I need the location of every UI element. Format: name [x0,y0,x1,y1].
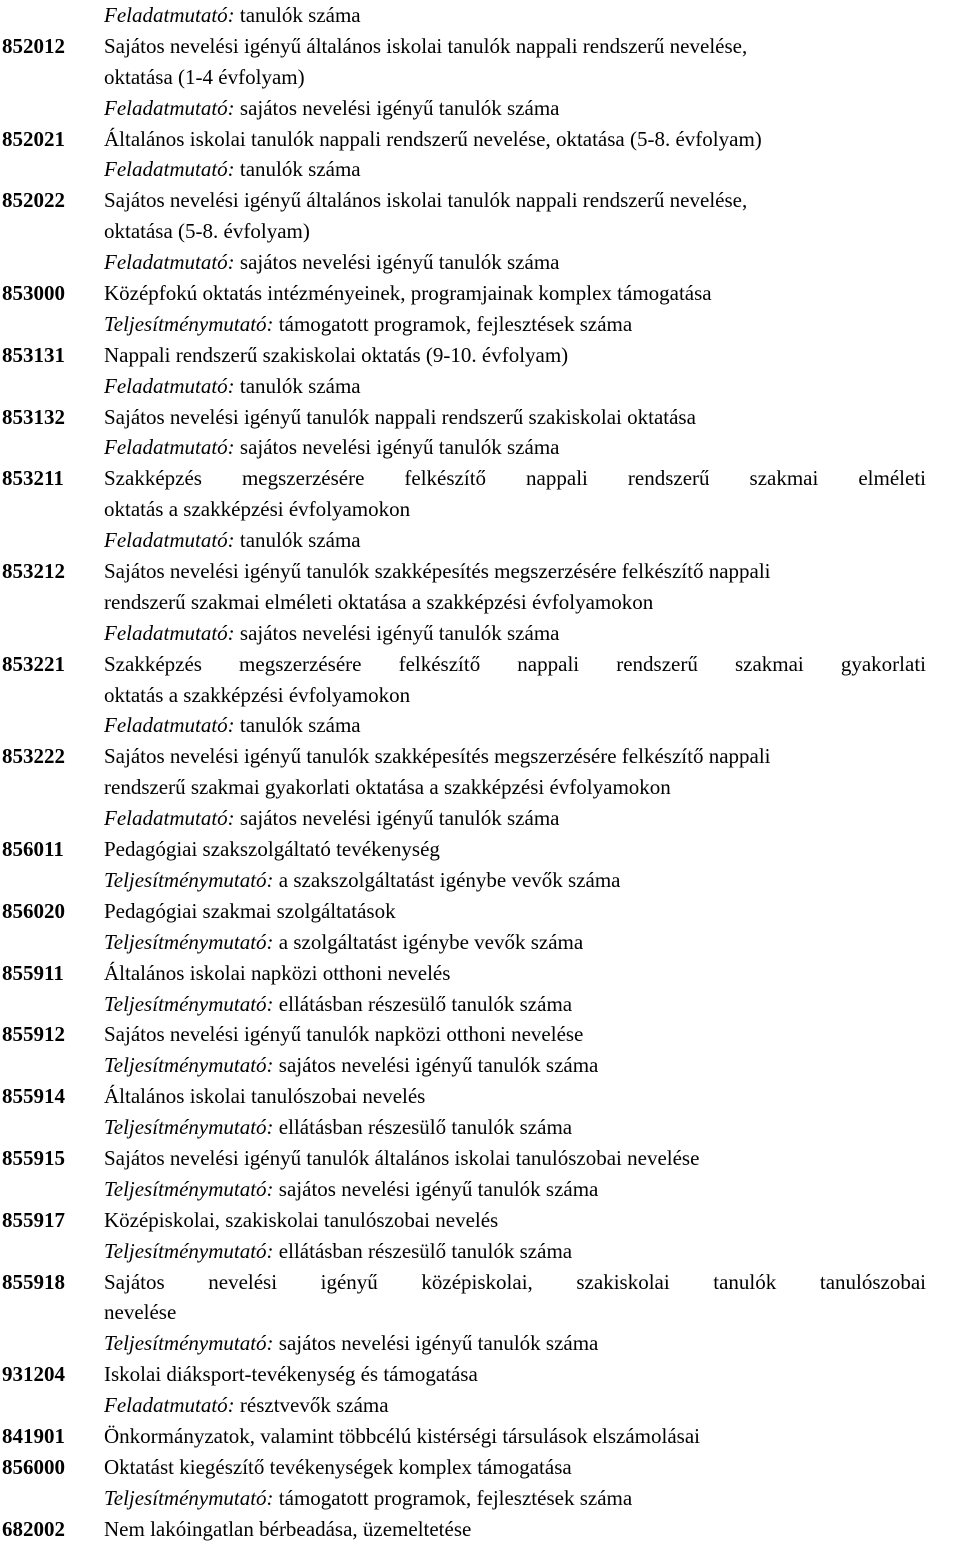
activity-description: Sajátos nevelési igényű tanulók szakképesítés megszerzésére felkészítő nappali [104,559,771,584]
indicator-value: ellátásban részesülő tanulók száma [278,1238,573,1263]
indicator-value: sajátos nevelési igényű tanulók száma [278,1053,599,1078]
indicator [104,989,572,1020]
indicator-label: Teljesítménymutató: [104,1176,274,1201]
indicator [104,803,559,834]
activity-row [0,1081,960,1112]
indicator-value: a szolgáltatást igénybe vevők száma [278,929,584,954]
indicator-label: Feladatmutató: [104,95,235,120]
activity-code: 856011 [2,837,64,862]
indicator-label: Teljesítménymutató: [104,1115,274,1140]
activity-description: Sajátos nevelési igényű középiskolai, szakiskolai tanulók tanulószobai [104,1269,926,1294]
activity-description: Középiskolai, szakiskolai tanulószobai nevelés [104,1207,499,1232]
indicator-label: Teljesítménymutató: [104,311,274,336]
activity-description-continued: oktatása (5-8. évfolyam) [104,219,310,244]
activity-row [0,1421,960,1452]
activity-description: Sajátos nevelési igényű tanulók általános iskolai tanulószobai nevelése [104,1145,700,1170]
activity-description: Középfokú oktatás intézményeinek, programjainak komplex támogatása [104,281,712,306]
indicator-value: ellátásban részesülő tanulók száma [278,991,573,1016]
activity-description-continued: nevelése [104,1300,177,1325]
activity-description: Általános iskolai tanulók nappali rendszerű nevelése, oktatása (5-8. évfolyam) [104,126,762,151]
activity-code: 853212 [2,559,65,584]
indicator-row [0,1483,960,1514]
indicator [104,371,361,402]
indicator-value: tanulók száma [239,373,361,398]
indicator [104,1050,598,1081]
indicator-value: sajátos nevelési igényű tanulók száma [278,1176,599,1201]
indicator [104,154,361,185]
activity-code: 856000 [2,1454,65,1479]
indicator-value: támogatott programok, fejlesztések száma [278,311,633,336]
activity-row [0,31,960,62]
indicator-value: támogatott programok, fejlesztések száma [278,1485,633,1510]
indicator-value: résztvevők száma [239,1393,389,1418]
indicator-value: a szakszolgáltatást igénybe vevők száma [278,867,621,892]
activity-row-continuation [0,216,960,247]
activity-row [0,402,960,433]
activity-description: Oktatást kiegészítő tevékenységek komplex támogatása [104,1454,572,1479]
activity-code: 855917 [2,1207,65,1232]
activity-description: Nappali rendszerű szakiskolai oktatás (9-10. évfolyam) [104,342,569,367]
indicator-value: ellátásban részesülő tanulók száma [278,1115,573,1140]
indicator-value: sajátos nevelési igényű tanulók száma [239,95,560,120]
indicator [104,710,361,741]
activity-row-continuation [0,494,960,525]
activity-row [0,896,960,927]
activity-row [0,1514,960,1545]
activity-description: Sajátos nevelési igényű tanulók nappali rendszerű szakiskolai oktatása [104,404,696,429]
activity-row [0,649,960,680]
indicator-value: sajátos nevelési igényű tanulók száma [239,250,560,275]
indicator-label: Teljesítménymutató: [104,991,274,1016]
indicator [104,525,361,556]
activity-row-continuation [0,587,960,618]
activity-code: 856020 [2,898,65,923]
indicator-value: sajátos nevelési igényű tanulók száma [239,620,560,645]
indicator-row [0,525,960,556]
indicator-row [0,1050,960,1081]
indicator-row [0,247,960,278]
activity-description: Általános iskolai tanulószobai nevelés [104,1084,426,1109]
indicator-row [0,710,960,741]
indicator-row [0,0,960,31]
indicator-label: Teljesítménymutató: [104,1238,274,1263]
activity-row [0,1267,960,1298]
activity-code: 853211 [2,466,64,491]
indicator [104,865,621,896]
activity-description: Általános iskolai napközi otthoni nevelés [104,960,451,985]
activity-row [0,124,960,155]
indicator-row [0,93,960,124]
indicator-row [0,1174,960,1205]
activity-row [0,741,960,772]
indicator [104,0,361,31]
indicator-label: Teljesítménymutató: [104,1485,274,1510]
activity-row [0,958,960,989]
activity-code: 855912 [2,1022,65,1047]
activity-row [0,463,960,494]
indicator-row [0,371,960,402]
activity-code: 852012 [2,33,65,58]
indicator-label: Feladatmutató: [104,373,235,398]
indicator-value: tanulók száma [239,157,361,182]
indicator-row [0,989,960,1020]
indicator-label: Feladatmutató: [104,1393,235,1418]
indicator-label: Feladatmutató: [104,528,235,553]
activity-row [0,1205,960,1236]
indicator-label: Feladatmutató: [104,806,235,831]
indicator-value: sajátos nevelési igényű tanulók száma [278,1331,599,1356]
activity-row-continuation [0,62,960,93]
indicator [104,1483,632,1514]
activity-code: 853221 [2,651,65,676]
activity-row [0,834,960,865]
indicator-label: Teljesítménymutató: [104,929,274,954]
activity-code: 931204 [2,1362,65,1387]
indicator [104,1390,389,1421]
activity-row [0,185,960,216]
activity-description: Sajátos nevelési igényű tanulók szakképesítés megszerzésére felkészítő nappali [104,744,771,769]
indicator-label: Feladatmutató: [104,713,235,738]
activity-row [0,340,960,371]
indicator [104,1112,572,1143]
indicator-label: Teljesítménymutató: [104,1053,274,1078]
activity-description: Sajátos nevelési igényű általános iskolai tanulók nappali rendszerű nevelése, [104,33,748,58]
activity-code: 855915 [2,1145,65,1170]
activity-description-continued: oktatása (1-4 évfolyam) [104,64,305,89]
indicator [104,432,559,463]
activity-code: 852022 [2,188,65,213]
indicator [104,309,632,340]
indicator-row [0,1328,960,1359]
activity-row [0,1359,960,1390]
indicator-row [0,803,960,834]
activity-code: 853132 [2,404,65,429]
indicator-row [0,618,960,649]
activity-description: Sajátos nevelési igényű tanulók napközi otthoni nevelése [104,1022,584,1047]
indicator-value: tanulók száma [239,713,361,738]
indicator-value: tanulók száma [239,3,361,27]
indicator-label: Teljesítménymutató: [104,867,274,892]
activity-row [0,278,960,309]
activity-code: 682002 [2,1516,65,1541]
indicator-label: Feladatmutató: [104,250,235,275]
activity-description-continued: rendszerű szakmai elméleti oktatása a szakképzési évfolyamokon [104,589,654,614]
activity-description: Nem lakóingatlan bérbeadása, üzemeltetése [104,1516,472,1541]
indicator-row [0,1112,960,1143]
activity-row [0,1452,960,1483]
indicator-label: Feladatmutató: [104,3,235,27]
activity-description-continued: oktatás a szakképzési évfolyamokon [104,497,411,522]
activity-row [0,1143,960,1174]
activity-description: Pedagógiai szakszolgáltató tevékenység [104,837,440,862]
indicator-label: Feladatmutató: [104,435,235,460]
activity-description: Iskolai diáksport-tevékenység és támogatása [104,1362,478,1387]
activity-row-continuation [0,1297,960,1328]
activity-row [0,556,960,587]
activity-description: Szakképzés megszerzésére felkészítő nappali rendszerű szakmai elméleti [104,466,926,491]
activity-code: 841901 [2,1423,65,1448]
indicator-row [0,432,960,463]
indicator-label: Teljesítménymutató: [104,1331,274,1356]
indicator [104,618,559,649]
activity-description: Önkormányzatok, valamint többcélú kistérségi társulások elszámolásai [104,1423,700,1448]
indicator [104,1174,598,1205]
activity-row [0,1019,960,1050]
indicator-value: sajátos nevelési igényű tanulók száma [239,806,560,831]
activity-code: 853000 [2,281,65,306]
indicator [104,93,559,124]
indicator-label: Feladatmutató: [104,620,235,645]
activity-description: Sajátos nevelési igényű általános iskolai tanulók nappali rendszerű nevelése, [104,188,748,213]
indicator-row [0,1390,960,1421]
activity-description: Pedagógiai szakmai szolgáltatások [104,898,396,923]
indicator-row [0,1236,960,1267]
activity-description: Szakképzés megszerzésére felkészítő nappali rendszerű szakmai gyakorlati [104,651,926,676]
activity-description-continued: oktatás a szakképzési évfolyamokon [104,682,411,707]
indicator-row [0,309,960,340]
activity-code: 853131 [2,342,65,367]
activity-code: 855918 [2,1269,65,1294]
indicator [104,1328,598,1359]
indicator-row [0,865,960,896]
activity-code: 853222 [2,744,65,769]
indicator [104,1236,572,1267]
activity-code: 855911 [2,960,64,985]
indicator-label: Feladatmutató: [104,157,235,182]
activity-row-continuation [0,680,960,711]
indicator [104,247,559,278]
indicator-value: tanulók száma [239,528,361,553]
indicator-row [0,927,960,958]
indicator-row [0,154,960,185]
activity-code: 855914 [2,1084,65,1109]
indicator-value: sajátos nevelési igényű tanulók száma [239,435,560,460]
activity-code: 852021 [2,126,65,151]
activity-description-continued: rendszerű szakmai gyakorlati oktatása a szakképzési évfolyamokon [104,775,671,800]
activity-row-continuation [0,772,960,803]
indicator [104,927,583,958]
